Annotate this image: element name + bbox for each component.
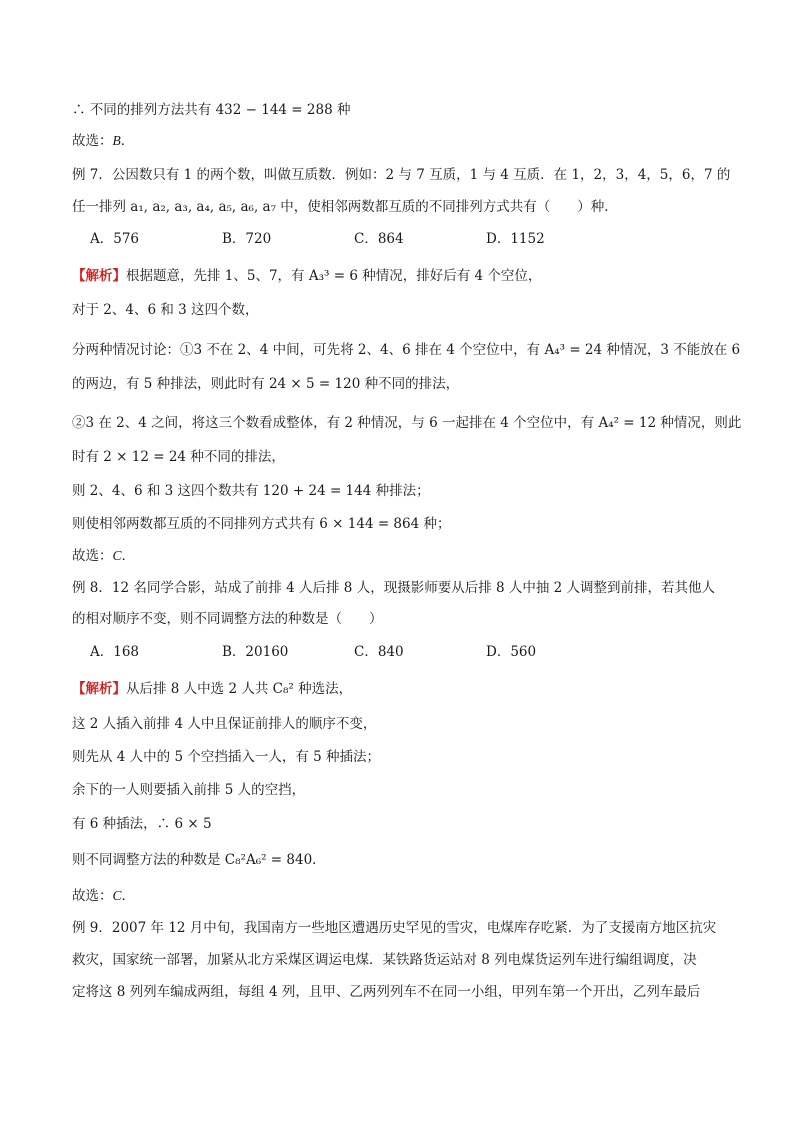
option-d: D．1152 <box>486 231 545 247</box>
answer-letter: C <box>112 548 122 563</box>
solution-8-line-4: 余下的一人则要插入前排 5 人的空挡， <box>72 782 306 798</box>
solution-text: 从后排 8 人中选 2 人共 C₈² 种选法， <box>126 681 353 697</box>
text-line: ∴ 不同的排列方法共有 432 − 144 = 288 种 <box>72 102 351 118</box>
option-a: A．168 <box>90 644 140 660</box>
solution-8-line-1 <box>72 679 734 699</box>
solution-7-line-2: 对于 2、4、6 和 3 这四个数， <box>72 302 259 318</box>
answer-line: 故选：B． <box>72 133 135 149</box>
answer-prefix: 故选： <box>72 888 113 904</box>
solution-7-line-5: ②3 在 2、4 之间，将这三个数看成整体，有 2 种情况，与 6 一起排在 4 个空位中，有 A₄² = 12 种情况，则此 <box>72 415 742 431</box>
answer-line: 故选：C． <box>72 888 136 904</box>
option-c: C．840 <box>354 644 404 660</box>
solution-7-line-8: 则使相邻两数都互质的不同排列方式共有 6 × 144 = 864 种； <box>72 516 451 532</box>
question-8-line-1: 例 8．12 名同学合影，站成了前排 4 人后排 8 人，现摄影师要从后排 8 人中抽 2 人调整到前排，若其他人 <box>72 580 716 596</box>
solution-7-line-3: 分两种情况讨论：①3 不在 2、4 中间，可先将 2、4、6 排在 4 个空位中，有 A₄³ = 24 种情况，3 不能放在 6 <box>72 342 741 358</box>
option-d: D．560 <box>486 644 537 660</box>
question-9-line-1: 例 9．2007 年 12 月中旬，我国南方一些地区遭遇历史罕见的雪灾，电煤库存吃紧．为了支援南方地区抗灾 <box>72 920 717 936</box>
solution-8-line-2: 这 2 人插入前排 4 人中且保证前排人的顺序不变， <box>72 716 377 732</box>
answer-line: 故选：C． <box>72 548 136 564</box>
answer-prefix: 故选： <box>72 133 113 149</box>
question-7-line-1: 例 7．公因数只有 1 的两个数，叫做互质数．例如：2 与 7 互质，1 与 4 互质．在 1，2，3，4，5，6，7 的 <box>72 167 731 183</box>
answer-prefix: 故选： <box>72 548 113 564</box>
solution-8-line-3: 则先从 4 人中的 5 个空挡插入一人，有 5 种插法； <box>72 749 381 765</box>
option-c: C．864 <box>354 231 404 247</box>
solution-text: 根据题意，先排 1、5、7，有 A₃³ = 6 种情况，排好后有 4 个空位， <box>126 268 542 284</box>
solution-7-line-6: 时有 2 × 12 = 24 种不同的排法， <box>72 449 285 465</box>
question-7-line-2: 任一排列 a₁, a₂, a₃, a₄, a₅, a₆, a₇ 中，使相邻两数都互质的不同排列方式共有（ ）种． <box>72 199 618 215</box>
option-b: B．720 <box>222 231 272 247</box>
solution-7-line-1 <box>72 266 734 286</box>
question-9-line-2: 救灾，国家统一部署，加紧从北方采煤区调运电煤．某铁路货运站对 8 列电煤货运列车进行编组调度，决 <box>72 952 697 968</box>
solution-8-line-6: 则不同调整方法的种数是 C₈²A₆² = 840． <box>72 852 326 868</box>
option-a: A．576 <box>90 231 140 247</box>
answer-letter: C <box>112 888 122 903</box>
question-7-options <box>90 229 734 249</box>
solution-7-line-7: 则 2、4、6 和 3 这四个数共有 120 + 24 = 144 种排法； <box>72 483 430 499</box>
question-9-line-3: 定将这 8 列列车编成两组，每组 4 列，且甲、乙两列列车不在同一小组，甲列车第一个开出，乙列车最后 <box>72 984 701 1000</box>
option-b: B．20160 <box>222 644 289 660</box>
solution-7-line-4: 的两边，有 5 种排法，则此时有 24 × 5 = 120 种不同的排法， <box>72 376 460 392</box>
question-8-options <box>90 642 734 662</box>
answer-letter: B <box>112 133 121 148</box>
solution-8-line-5: 有 6 种插法，∴ 6 × 5 <box>72 816 212 832</box>
analysis-tag: 【解析】 <box>72 268 126 284</box>
analysis-tag: 【解析】 <box>72 681 126 697</box>
question-8-line-2: 的相对顺序不变，则不同调整方法的种数是（ ） <box>72 611 383 627</box>
